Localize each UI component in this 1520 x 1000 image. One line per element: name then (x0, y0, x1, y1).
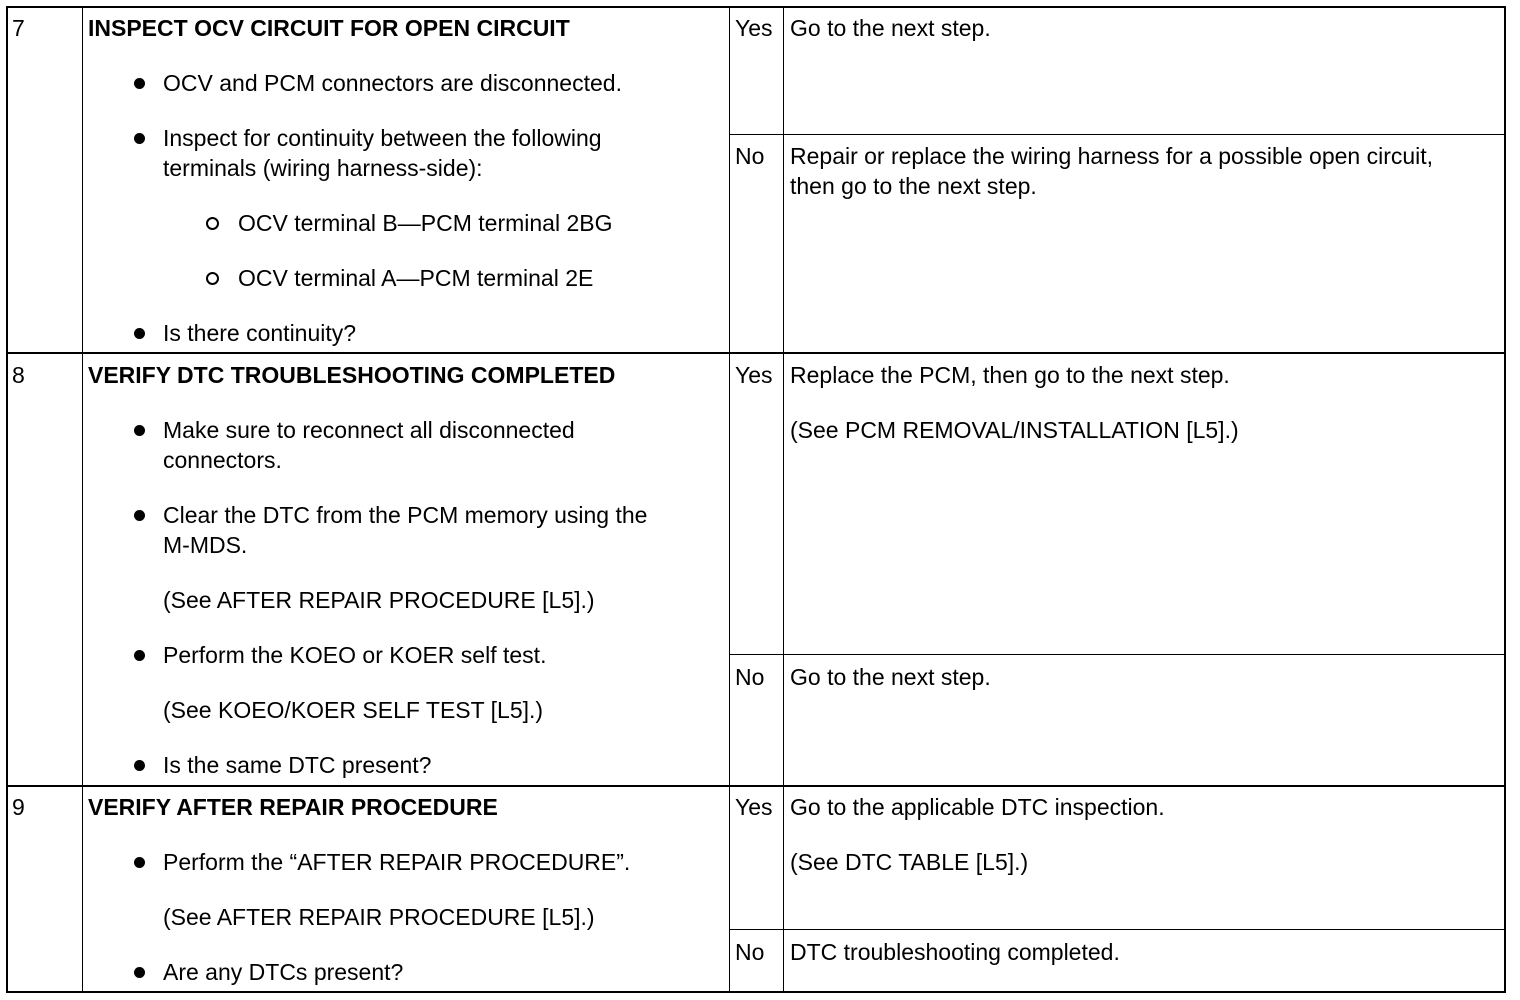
yes-result: Go to the applicable DTC inspection. (790, 794, 1165, 820)
step-question: Are any DTCs present? (163, 959, 404, 985)
sub-bullet-icon (206, 272, 219, 285)
step-number: 9 (12, 794, 25, 820)
bullet-icon (134, 78, 145, 89)
bullet-icon (134, 760, 145, 771)
reference-link[interactable]: (See KOEO/KOER SELF TEST [L5].) (163, 697, 544, 723)
bullet-icon (134, 967, 145, 978)
bullet-icon (134, 650, 145, 661)
sub-item: OCV terminal A—PCM terminal 2E (238, 265, 594, 291)
step-item-continued: connectors. (163, 447, 282, 473)
step-title: VERIFY DTC TROUBLESHOOTING COMPLETED (88, 362, 616, 388)
step-item: Perform the “AFTER REPAIR PROCEDURE”. (163, 849, 631, 875)
no-result-continued: then go to the next step. (790, 173, 1037, 199)
reference-link[interactable]: (See AFTER REPAIR PROCEDURE [L5].) (163, 904, 595, 930)
no-result: DTC troubleshooting completed. (790, 939, 1120, 965)
yes-label: Yes (735, 362, 773, 388)
step-item: OCV and PCM connectors are disconnected. (163, 70, 622, 96)
step-title: INSPECT OCV CIRCUIT FOR OPEN CIRCUIT (88, 15, 570, 41)
step-question: Is there continuity? (163, 320, 357, 346)
step-item: Clear the DTC from the PCM memory using the (163, 502, 648, 528)
step-number: 8 (12, 362, 25, 388)
yes-result: Go to the next step. (790, 15, 991, 41)
col-divider-result (783, 8, 784, 993)
reference-link[interactable]: (See DTC TABLE [L5].) (790, 849, 1029, 875)
row-divider-7-8 (6, 352, 1506, 354)
no-label: No (735, 143, 765, 169)
yes-label: Yes (735, 15, 773, 41)
bullet-icon (134, 328, 145, 339)
no-result: Repair or replace the wiring harness for a possible open circuit, (790, 143, 1434, 169)
reference-link[interactable]: (See PCM REMOVAL/INSTALLATION [L5].) (790, 417, 1239, 443)
col-divider-step (82, 8, 83, 993)
yes-result: Replace the PCM, then go to the next step. (790, 362, 1230, 388)
reference-link[interactable]: (See AFTER REPAIR PROCEDURE [L5].) (163, 587, 595, 613)
bullet-icon (134, 510, 145, 521)
step-item: Make sure to reconnect all disconnected (163, 417, 575, 443)
bullet-icon (134, 857, 145, 868)
step-item-continued: M-MDS. (163, 532, 248, 558)
col-divider-action (729, 8, 730, 993)
step-item-continued: terminals (wiring harness-side): (163, 155, 483, 181)
no-result: Go to the next step. (790, 664, 991, 690)
bullet-icon (134, 133, 145, 144)
no-label: No (735, 939, 765, 965)
row-divider-8-9 (6, 785, 1506, 787)
yes-no-divider-9 (729, 929, 1506, 930)
sub-bullet-icon (206, 217, 219, 230)
yes-no-divider-7 (729, 134, 1506, 135)
yes-no-divider-8 (729, 654, 1506, 655)
step-item: Inspect for continuity between the following (163, 125, 602, 151)
step-question: Is the same DTC present? (163, 752, 432, 778)
yes-label: Yes (735, 794, 773, 820)
step-item: Perform the KOEO or KOER self test. (163, 642, 547, 668)
bullet-icon (134, 425, 145, 436)
step-number: 7 (12, 15, 25, 41)
step-title: VERIFY AFTER REPAIR PROCEDURE (88, 794, 498, 820)
no-label: No (735, 664, 765, 690)
sub-item: OCV terminal B—PCM terminal 2BG (238, 210, 613, 236)
